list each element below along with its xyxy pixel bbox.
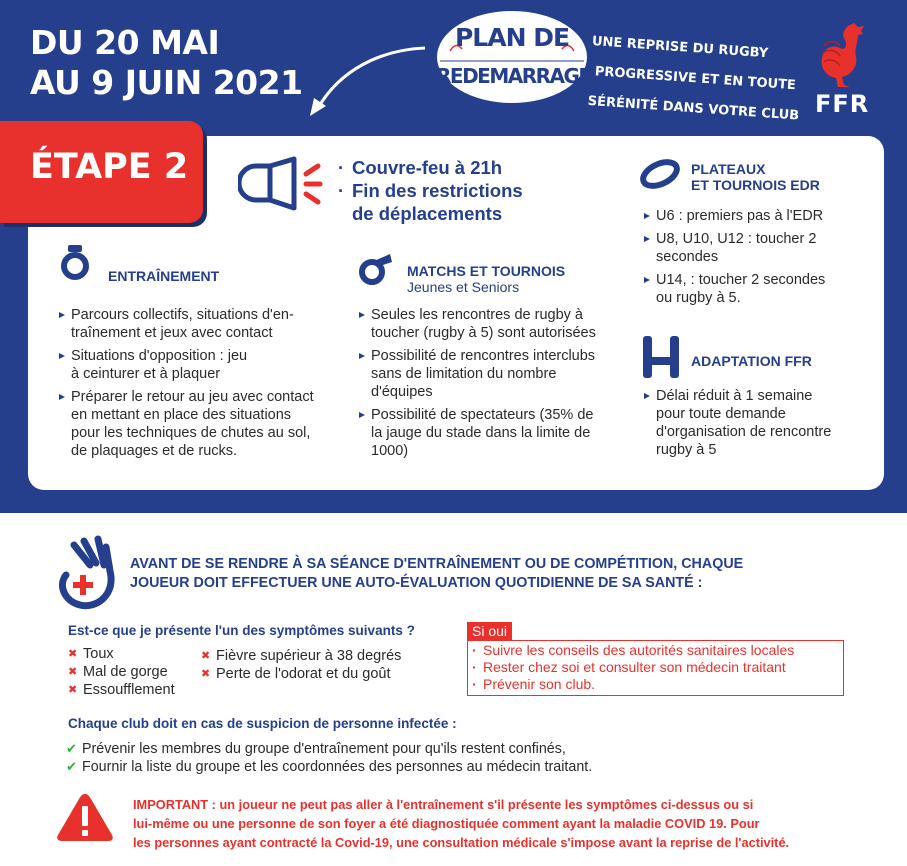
logo-line-1: PLAN DE bbox=[454, 23, 570, 52]
symptoms-col-2 bbox=[201, 647, 401, 683]
whistle-icon bbox=[358, 250, 394, 286]
date-line-2: AU 9 JUIN 2021 bbox=[30, 63, 303, 102]
symptom-item: ✖ Perte de l'odorat et du goût bbox=[201, 665, 401, 683]
step-badge bbox=[0, 121, 203, 223]
plateaux-title-line: ET TOURNOIS EDR bbox=[691, 177, 820, 193]
announcement-list bbox=[338, 156, 523, 225]
tagline-line: PROGRESSIVE ET EN TOUTE bbox=[594, 64, 797, 94]
if-yes-item: · Prévenir son club. bbox=[472, 676, 794, 693]
important-label: IMPORTANT : bbox=[133, 797, 216, 812]
health-heading-line: AVANT DE SE RENDRE À SA SÉANCE D'ENTRAÎNEMENT OU DE COMPÉTITION, CHAQUE bbox=[130, 556, 744, 572]
plateaux-title bbox=[691, 161, 820, 193]
club-action-item: ✔ Prévenir les membres du groupe d'entraînement pour qu'ils restent confinés, bbox=[66, 740, 592, 758]
symptom-item: ✖ Toux bbox=[68, 645, 175, 663]
plateaux-item: U14, : toucher 2 secondes ou rugby à 5. bbox=[643, 271, 825, 307]
curved-arrow-icon bbox=[300, 40, 430, 120]
club-action-item: ✔ Fournir la liste du groupe et les coordonnées des personnes au médecin traitant. bbox=[66, 758, 592, 776]
announcement-item-cont: de déplacements bbox=[352, 203, 503, 224]
important-text: lui-même ou une personne de son foyer a été diagnostiquée comment ayant la maladie COVID 19. Pour bbox=[133, 816, 760, 831]
matches-list bbox=[358, 306, 596, 465]
plateaux-title-line: PLATEAUX bbox=[691, 161, 766, 177]
matches-item: Possibilité de spectateurs (35% de la jauge du stade dans la limite de 1000) bbox=[358, 406, 596, 460]
important-notice bbox=[133, 795, 893, 852]
symptom-item: ✖ Essoufflement bbox=[68, 681, 175, 699]
training-item: Parcours collectifs, situations d'en- traînement et jeux avec contact bbox=[58, 306, 314, 342]
health-heading-line: JOUEUR DOIT EFFECTUER UNE AUTO-ÉVALUATION QUOTIDIENNE DE SA SANTÉ : bbox=[130, 575, 703, 591]
tagline bbox=[587, 27, 805, 132]
goalpost-icon bbox=[642, 335, 680, 379]
rooster-icon bbox=[810, 22, 880, 88]
announcement-item: · Fin des restrictions bbox=[338, 179, 523, 202]
health-heading bbox=[130, 555, 743, 593]
plan-logo bbox=[436, 9, 591, 105]
important-text: les personnes ayant contracté la Covid-19, une consultation médicale s'impose avant la reprise de l'activité. bbox=[133, 835, 790, 850]
announcement-item: · Couvre-feu à 21h bbox=[338, 156, 523, 179]
plateaux-item: U8, U10, U12 : toucher 2 secondes bbox=[643, 230, 825, 266]
matches-title-text: MATCHS ET TOURNOIS bbox=[407, 263, 566, 279]
date-range bbox=[30, 23, 303, 103]
adaptation-item: Délai réduit à 1 semaine pour toute demande d'organisation de rencontre rugby à 5 bbox=[643, 387, 831, 459]
whistle-icon bbox=[60, 244, 90, 282]
matches-item: Possibilité de rencontres interclubs sans de limitation du nombre d'équipes bbox=[358, 347, 596, 401]
ffr-logo bbox=[810, 22, 890, 118]
symptom-question: Est-ce que je présente l'un des symptômes suivants ? bbox=[68, 623, 415, 638]
if-yes-item: · Rester chez soi et consulter son médecin traitant bbox=[472, 659, 794, 676]
matches-title bbox=[407, 263, 565, 295]
if-yes-label: Si oui bbox=[467, 622, 512, 641]
date-line-1: DU 20 MAI bbox=[30, 23, 220, 62]
plateaux-item: U6 : premiers pas à l'EDR bbox=[643, 207, 825, 225]
adaptation-title: ADAPTATION FFR bbox=[691, 353, 812, 369]
rugby-ball-icon bbox=[638, 158, 682, 190]
matches-subtitle: Jeunes et Seniors bbox=[407, 279, 520, 295]
warning-icon bbox=[55, 791, 115, 843]
matches-item: Seules les rencontres de rugby à toucher (rugby à 5) sont autorisées bbox=[358, 306, 596, 342]
symptoms-col-1 bbox=[68, 645, 175, 699]
if-yes-list bbox=[472, 642, 794, 693]
training-title: ENTRAÎNEMENT bbox=[108, 268, 220, 284]
megaphone-icon bbox=[238, 156, 328, 212]
if-yes-item: · Suivre les conseils des autorités sanitaires locales bbox=[472, 642, 794, 659]
step-label: ÉTAPE 2 bbox=[30, 147, 189, 187]
club-heading: Chaque club doit en cas de suspicion de personne infectée : bbox=[68, 716, 457, 731]
plateaux-list bbox=[643, 207, 825, 312]
logo-line-2: REDEMARRAGE bbox=[436, 64, 591, 88]
symptom-item: ✖ Mal de gorge bbox=[68, 663, 175, 681]
ffr-label: FFR bbox=[815, 90, 870, 118]
training-item: Situations d'opposition : jeu à ceinturer et à plaquer bbox=[58, 347, 314, 383]
club-actions bbox=[66, 740, 592, 776]
tagline-line: UNE REPRISE DU RUGBY bbox=[591, 33, 769, 62]
training-item: Préparer le retour au jeu avec contact en mettant en place des situations pour les techniques de chutes au sol, de plaquages et de rucks. bbox=[58, 388, 314, 460]
training-list bbox=[58, 306, 314, 465]
symptom-item: ✖ Fièvre supérieur à 38 degrés bbox=[201, 647, 401, 665]
ok-hand-medical-icon bbox=[56, 535, 118, 611]
tagline-line: SÉRÉNITÉ DANS VOTRE CLUB bbox=[587, 93, 800, 124]
adaptation-list bbox=[643, 387, 831, 464]
important-text: un joueur ne peut pas aller à l'entraînement s'il présente les symptômes ci-dessus ou si bbox=[215, 797, 754, 812]
